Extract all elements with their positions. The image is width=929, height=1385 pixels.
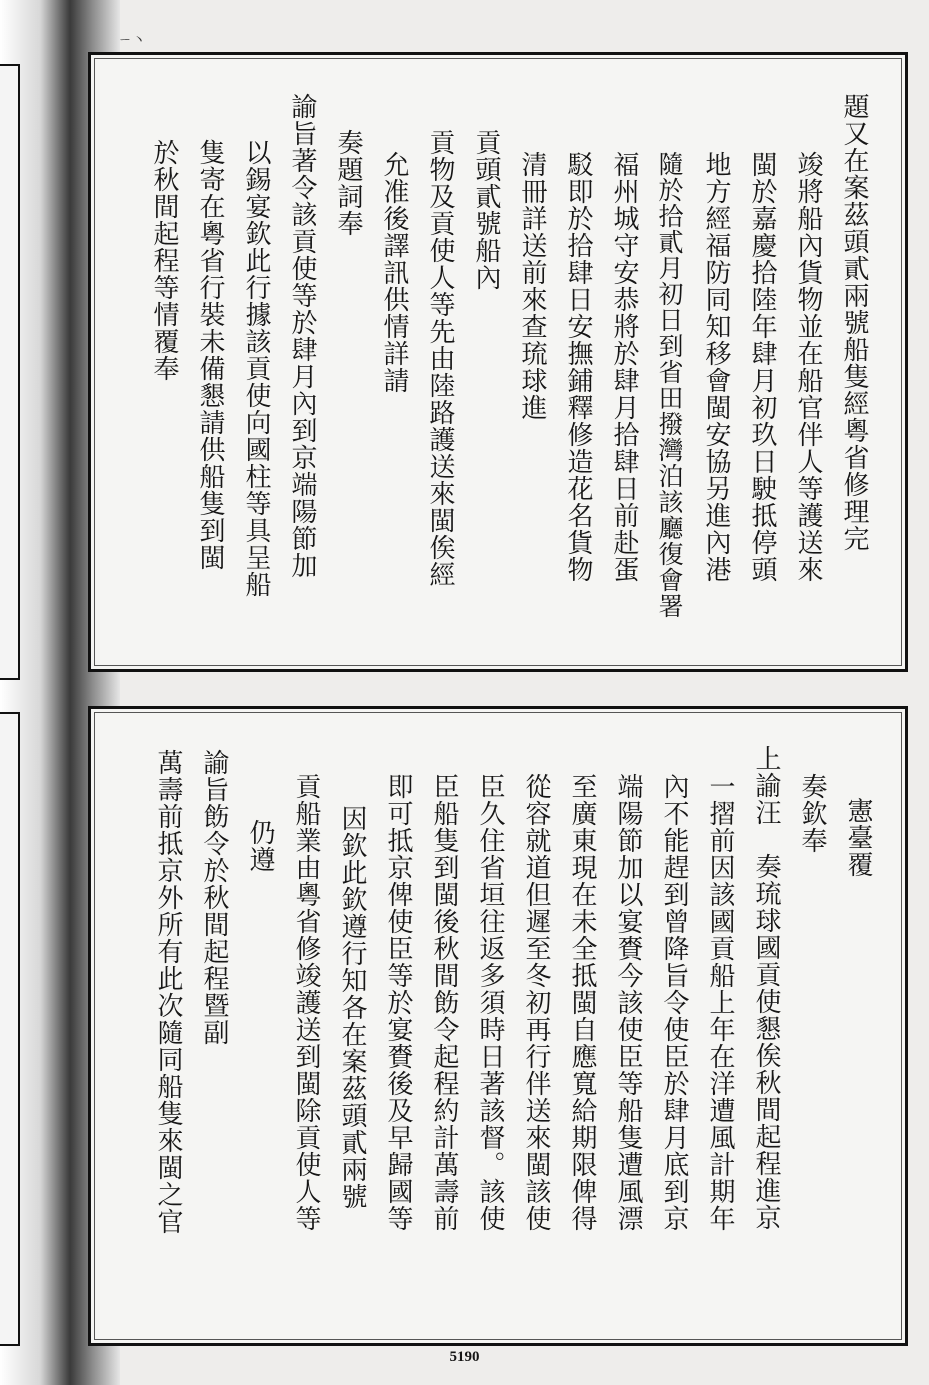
text-column: 隻寄在粵省行裝未備懇請供船隻到閩 <box>195 139 225 571</box>
text-column: 允准後譯訊供情詳請 <box>379 151 409 394</box>
text-column: 臣船隻到閩後秋間飭令起程約計萬壽前 <box>429 773 459 1232</box>
scan-mark: ㄧ丶 <box>118 33 146 49</box>
text-column: 貢頭貳號船內 <box>471 129 501 291</box>
text-column: 憲臺覆 <box>843 797 873 878</box>
text-column: 清冊詳送前來查琉球進 <box>517 151 547 421</box>
text-column: 貢船業由粵省修竣護送到閩除貢使人等 <box>291 773 321 1232</box>
previous-page-edge-top <box>0 64 20 680</box>
document-panel-bottom <box>88 706 908 1346</box>
text-column: 上諭汪 奏琉球國貢使懇俟秋間起程進京 <box>751 745 781 1231</box>
text-column: 因欽此欽遵行知各在案茲頭貳兩號 <box>337 805 367 1210</box>
text-column: 端陽節加以宴賚今該使臣等船隻遭風漂 <box>613 773 643 1232</box>
text-column: 仍遵 <box>245 819 275 873</box>
text-column: 奏題詞奉 <box>333 129 363 237</box>
text-column: 萬壽前抵京外所有此次隨同船隻來閩之官 <box>153 749 183 1235</box>
text-column: 貢物及貢使人等先由陸路護送來閩俟經 <box>425 129 455 588</box>
text-column: 即可抵京俾使臣等於宴賚後及早歸國等 <box>383 773 413 1232</box>
text-column: 一摺前因該國貢船上年在洋遭風計期年 <box>705 773 735 1232</box>
text-column: 奏欽奉 <box>797 773 827 854</box>
text-column: 諭旨著令該貢使等於肆月內到京端陽節加 <box>287 93 317 579</box>
text-column: 題又在案茲頭貳兩號船隻經粵省修理完 <box>839 93 869 552</box>
text-column: 駁即於拾肆日安撫鋪釋修造花名貨物 <box>563 151 593 583</box>
page-number: 5190 <box>449 1349 480 1365</box>
text-column: 至廣東現在未全抵閩自應寬給期限俾得 <box>567 773 597 1232</box>
text-column: 隨於拾貳月初日到省田撥灣泊該廳復會署 <box>655 151 684 619</box>
text-column: 竣將船內貨物並在船官伴人等護送來 <box>793 151 823 583</box>
text-column: 諭旨飭令於秋間起程暨副 <box>199 749 229 1046</box>
text-column: 內不能趕到曾降旨令使臣於肆月底到京 <box>659 773 689 1232</box>
text-column: 臣久住省垣往返多須時日著該督。該使 <box>475 773 505 1232</box>
text-column: 以錫宴欽此行據該貢使向國柱等具呈船 <box>241 139 271 598</box>
text-column: 從容就道但遲至冬初再行伴送來閩該使 <box>521 773 551 1232</box>
text-column: 於秋間起程等情覆奉 <box>149 139 179 382</box>
document-panel-top <box>88 52 908 672</box>
text-column: 閩於嘉慶拾陸年肆月初玖日駛抵停頭 <box>747 151 777 583</box>
previous-page-edge-bottom <box>0 712 20 1346</box>
text-column: 地方經福防同知移會閩安協另進內港 <box>701 151 731 583</box>
text-column: 福州城守安恭將於肆月拾肆日前赴蛋 <box>609 151 639 583</box>
